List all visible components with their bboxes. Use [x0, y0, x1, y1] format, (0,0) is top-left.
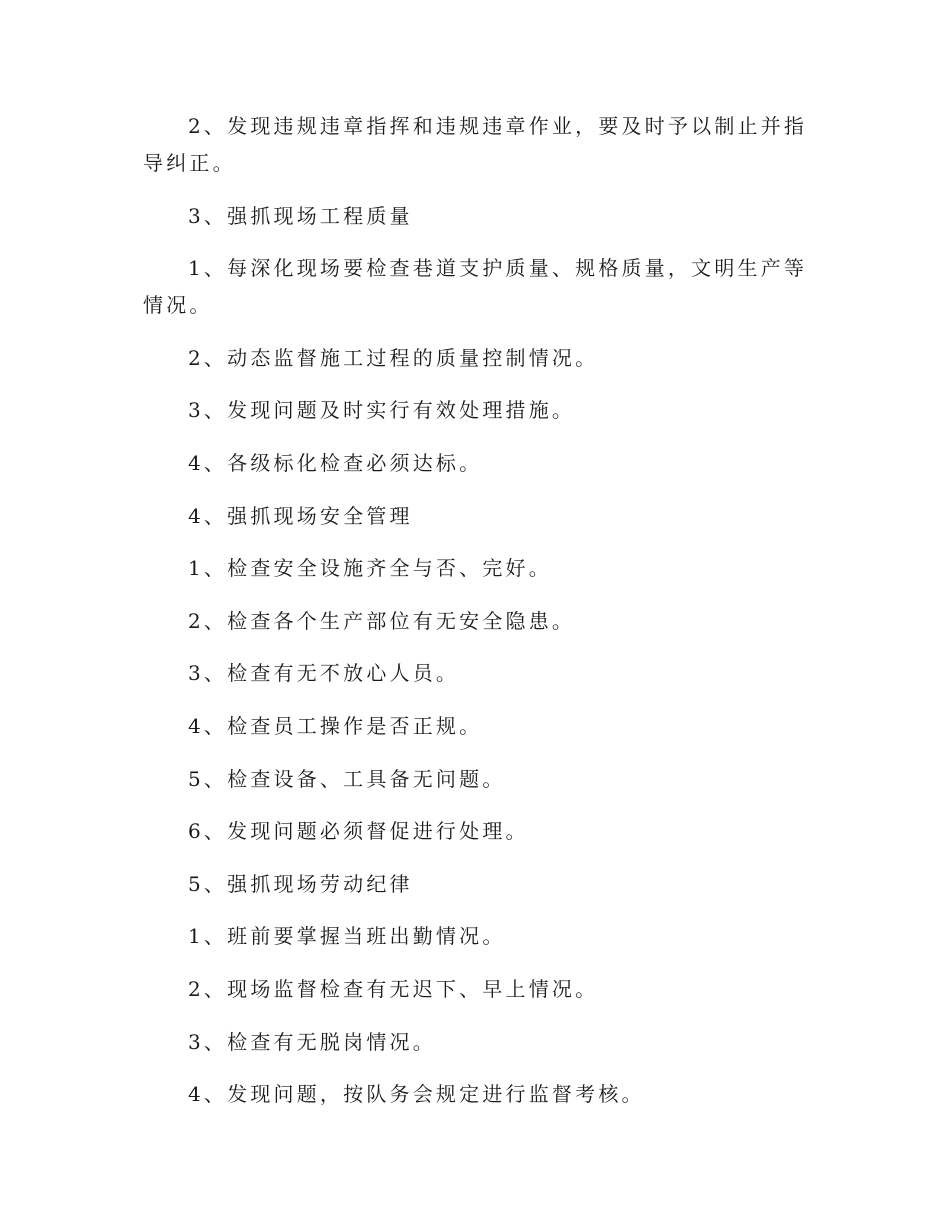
paragraph: 1、检查安全设施齐全与否、完好。	[188, 556, 552, 581]
section-heading: 4、强抓现场安全管理	[188, 503, 413, 528]
paragraph: 1、班前要掌握当班出勤情况。	[188, 924, 506, 949]
paragraph: 4、各级标化检查必须达标。	[188, 450, 483, 475]
section-heading: 3、强抓现场工程质量	[188, 203, 413, 228]
paragraph: 3、发现问题及时实行有效处理措施。	[188, 398, 576, 423]
section-heading: 5、强抓现场劳动纪律	[188, 871, 413, 896]
paragraph: 4、发现问题，按队务会规定进行监督考核。	[188, 1082, 645, 1107]
paragraph: 3、检查有无脱岗情况。	[188, 1029, 436, 1054]
document-body	[143, 108, 813, 1129]
paragraph: 6、发现问题必须督促进行处理。	[188, 819, 529, 844]
paragraph: 4、检查员工操作是否正规。	[188, 713, 483, 738]
paragraph: 3、检查有无不放心人员。	[188, 661, 460, 686]
paragraph: 5、检查设备、工具备无问题。	[188, 766, 506, 791]
paragraph: 2、现场监督检查有无迟下、早上情况。	[188, 976, 599, 1001]
paragraph: 2、检查各个生产部位有无安全隐患。	[188, 608, 576, 633]
paragraph: 1、每深化现场要检查巷道支护质量、规格质量，文明生产等情况。	[143, 256, 808, 318]
paragraph: 2、发现违规违章指挥和违规违章作业，要及时予以制止并指导纠正。	[143, 114, 808, 175]
paragraph: 2、动态监督施工过程的质量控制情况。	[188, 345, 599, 370]
